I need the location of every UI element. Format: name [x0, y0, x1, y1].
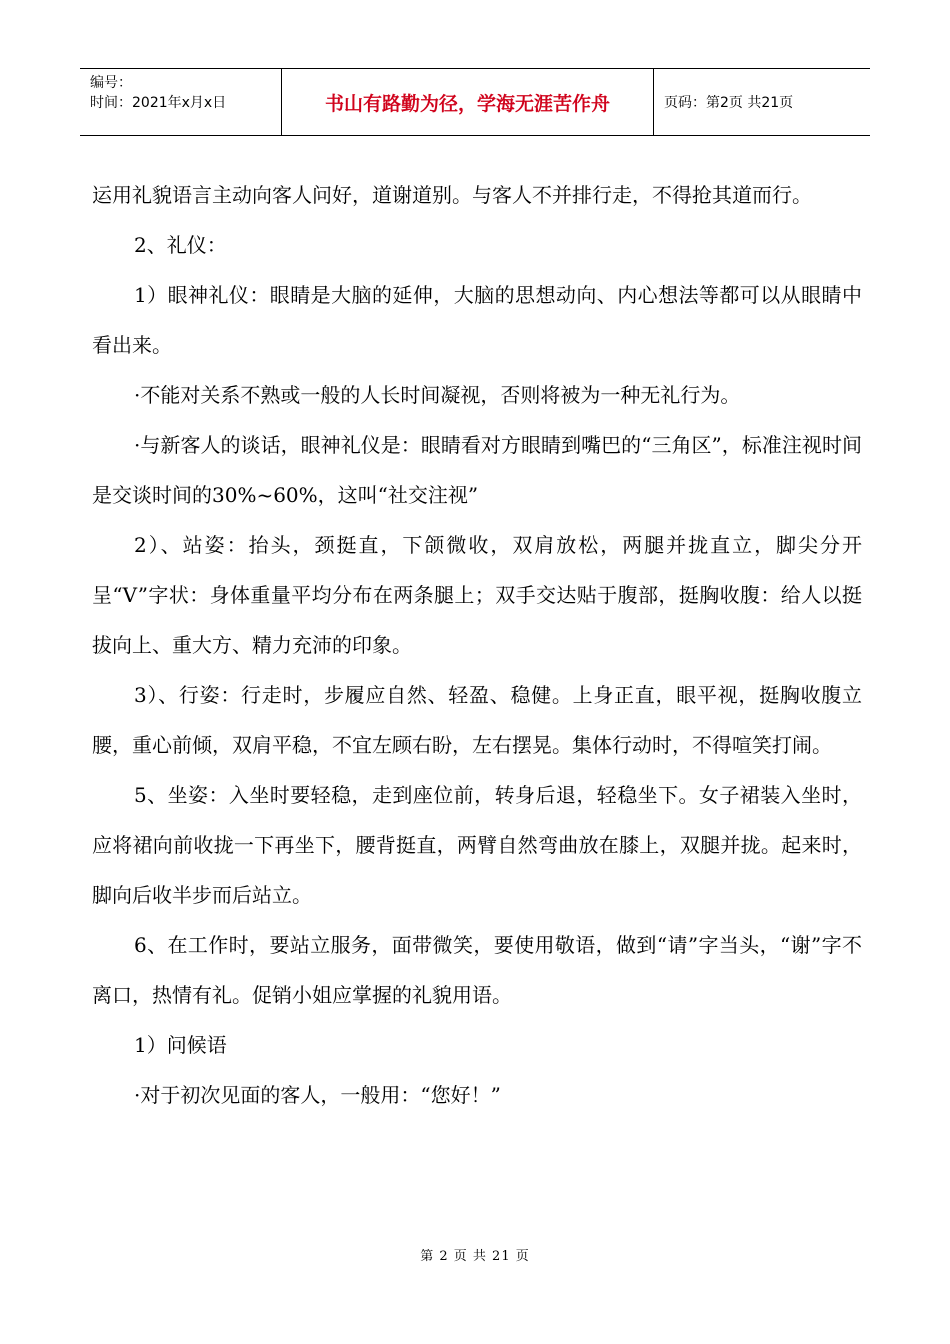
- serial-label: 编号：: [90, 75, 132, 91]
- paragraph: 1）问候语: [134, 1033, 227, 1057]
- header-motto: 书山有路勤为径，学海无涯苦作舟: [282, 69, 654, 135]
- paragraph: 6、在工作时，要站立服务，面带微笑，要使用敬语，做到“请”字当头，“谢”字不离口，热情有礼。促销小姐应掌握的礼貌用语。: [92, 933, 862, 1007]
- page-header: [80, 68, 870, 136]
- paragraph: ·对于初次见面的客人，一般用：“您好！”: [134, 1083, 501, 1107]
- header-page-label: 页码：第2页 共21页: [664, 95, 794, 111]
- paragraph: 1）眼神礼仪：眼睛是大脑的延伸，大脑的思想动向、内心想法等都可以从眼睛中看出来。: [92, 283, 862, 357]
- paragraph: 5、坐姿：入坐时要轻稳，走到座位前，转身后退，轻稳坐下。女子裙装入坐时，应将裙向前收拢一下再坐下，腰背挺直，两臂自然弯曲放在膝上，双腿并拢。起来时，脚向后收半步而后站立。: [92, 783, 862, 907]
- document-body: [92, 170, 862, 1120]
- header-meta: [80, 69, 282, 135]
- paragraph: ·不能对关系不熟或一般的人长时间凝视，否则将被为一种无礼行为。: [134, 383, 741, 407]
- page-footer: 第 2 页 共 21 页: [420, 1249, 530, 1264]
- paragraph: 运用礼貌语言主动向客人问好，道谢道别。与客人不并排行走，不得抢其道而行。: [92, 183, 812, 207]
- paragraph: 3）、行姿：行走时，步履应自然、轻盈、稳健。上身正直，眼平视，挺胸收腹立腰，重心前倾，双肩平稳，不宜左顾右盼，左右摆晃。集体行动时，不得喧笑打闹。: [92, 683, 862, 757]
- paragraph: ·与新客人的谈话，眼神礼仪是：眼睛看对方眼睛到嘴巴的“三角区”，标准注视时间是交谈时间的30%~60%，这叫“社交注视”: [92, 433, 862, 507]
- paragraph: 2、礼仪：: [134, 233, 227, 257]
- paragraph: 2）、站姿：抬头，颈挺直，下颌微收，双肩放松，两腿并拢直立，脚尖分开呈“V”字状：身体重量平均分布在两条腿上；双手交达贴于腹部，挺胸收腹：给人以挺拔向上、重大方、精力充沛的印象。: [92, 533, 862, 657]
- date-label: 时间：2021年x月x日: [90, 95, 227, 111]
